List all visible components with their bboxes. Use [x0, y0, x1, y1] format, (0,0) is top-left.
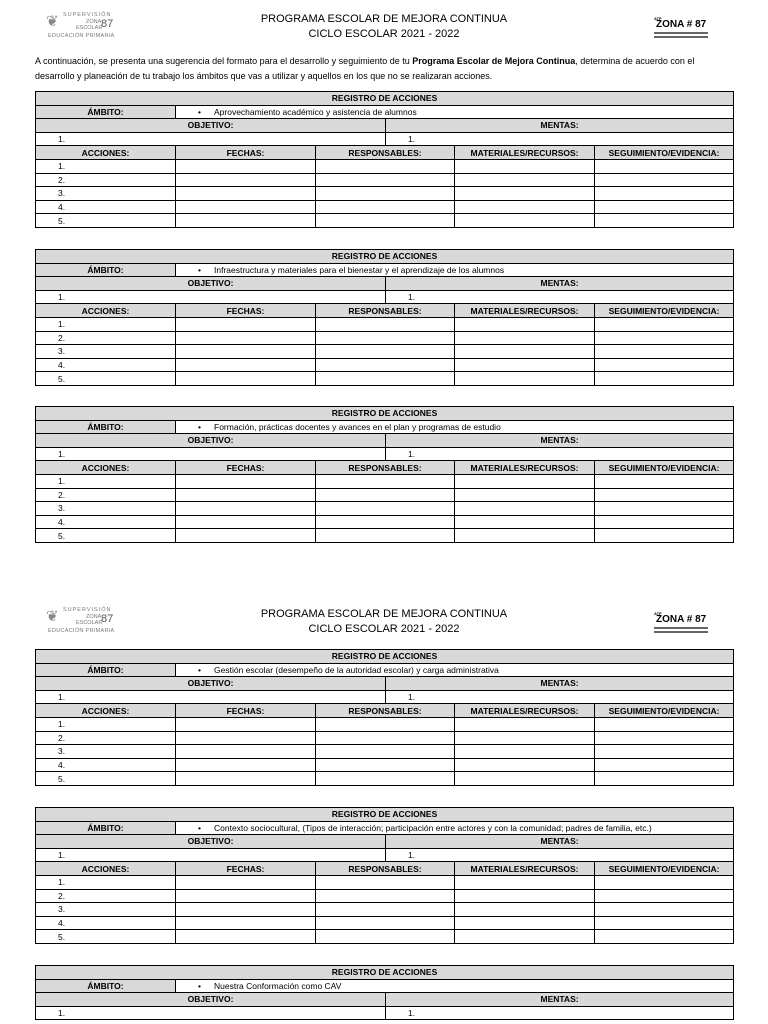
col-header: FECHAS: — [176, 862, 316, 876]
col-header: ACCIONES: — [36, 461, 176, 475]
ambito-value: • Formación, prácticas docentes y avances en el plan y programas de estudio — [176, 420, 734, 434]
objetivo-header: OBJETIVO: — [36, 434, 386, 448]
objetivo-header: OBJETIVO: — [36, 835, 386, 849]
table-row: 2. — [36, 889, 734, 903]
page-title — [0, 607, 768, 637]
logo-text: SUPERVISIÓN — [63, 12, 112, 18]
metas-header: MENTAS: — [386, 993, 734, 1007]
document-title: PROGRAMA ESCOLAR DE MEJORA CONTINUA — [260, 608, 508, 620]
table-row: 1. — [36, 159, 734, 173]
table-row: 5. — [36, 772, 734, 786]
document-subtitle: CICLO ESCOLAR 2021 - 2022 — [308, 623, 460, 635]
col-header: ACCIONES: — [36, 704, 176, 718]
ambito-value: • Aprovechamiento académico y asistencia de alumnos — [176, 105, 734, 119]
table-row: 2. — [36, 173, 734, 187]
col-header: FECHAS: — [176, 704, 316, 718]
col-header: RESPONSABLES: — [316, 146, 455, 160]
col-header: MATERIALES/RECURSOS: — [455, 704, 595, 718]
metas-header: MENTAS: — [386, 119, 734, 133]
col-header: MATERIALES/RECURSOS: — [455, 461, 595, 475]
registro-table — [35, 406, 734, 543]
objetivo-cell[interactable]: 1. — [36, 1006, 386, 1020]
ambito-label: ÁMBITO: — [36, 105, 176, 119]
ambito-label: ÁMBITO: — [36, 263, 176, 277]
objetivo-cell[interactable]: 1. — [36, 690, 386, 704]
page-title — [0, 12, 768, 42]
table-row: 3. — [36, 345, 734, 359]
ambito-label: ÁMBITO: — [36, 821, 176, 835]
table-row: 3. — [36, 187, 734, 201]
col-header: ACCIONES: — [36, 146, 176, 160]
page-header — [0, 12, 768, 52]
col-header: MATERIALES/RECURSOS: — [455, 862, 595, 876]
table-row: 1. — [36, 717, 734, 731]
metas-header: MENTAS: — [386, 434, 734, 448]
col-header: SEGUIMIENTO/EVIDENCIA: — [595, 704, 734, 718]
table-row: 5. — [36, 529, 734, 543]
metas-header: MENTAS: — [386, 835, 734, 849]
logo-number: 87 — [101, 613, 114, 625]
logo-text: ZONA — [86, 19, 102, 25]
metas-header: MENTAS: — [386, 277, 734, 291]
ambito-value: • Nuestra Conformación como CAV — [176, 979, 734, 993]
table-row: 5. — [36, 930, 734, 944]
table-row: 1. — [36, 317, 734, 331]
logo-text: SUPERVISIÓN — [63, 607, 112, 613]
page-header — [0, 607, 768, 647]
col-header: RESPONSABLES: — [316, 704, 455, 718]
metas-cell[interactable]: 1. — [386, 848, 734, 862]
table-title: REGISTRO DE ACCIONES — [36, 650, 734, 664]
col-header: SEGUIMIENTO/EVIDENCIA: — [595, 304, 734, 318]
logo-text: ESCOLAR — [76, 620, 103, 626]
metas-cell[interactable]: 1. — [386, 447, 734, 461]
col-header: ACCIONES: — [36, 304, 176, 318]
registro-table — [35, 91, 734, 228]
badge-bar — [654, 627, 708, 629]
badge-bar — [654, 631, 708, 633]
zona-badge — [654, 16, 710, 40]
document-title: PROGRAMA ESCOLAR DE MEJORA CONTINUA — [260, 13, 508, 25]
table-title: REGISTRO DE ACCIONES — [36, 92, 734, 106]
registro-table — [35, 965, 734, 1020]
table-row: 2. — [36, 731, 734, 745]
badge-text: ZONA # 87 — [656, 19, 707, 30]
ambito-label: ÁMBITO: — [36, 979, 176, 993]
ambito-label: ÁMBITO: — [36, 663, 176, 677]
registro-table — [35, 807, 734, 944]
table-row: 3. — [36, 745, 734, 759]
logo-text: EDUCACIÓN PRIMARIA — [48, 628, 115, 634]
logo-text: ESCOLAR — [76, 25, 103, 31]
table-row: 2. — [36, 488, 734, 502]
col-header: SEGUIMIENTO/EVIDENCIA: — [595, 461, 734, 475]
zona-badge — [654, 611, 710, 635]
metas-cell[interactable]: 1. — [386, 132, 734, 146]
table-row: 4. — [36, 200, 734, 214]
table-row: 5. — [36, 214, 734, 228]
table-title: REGISTRO DE ACCIONES — [36, 407, 734, 421]
badge-text: ZONA # 87 — [656, 614, 707, 625]
col-header: MATERIALES/RECURSOS: — [455, 146, 595, 160]
table-row: 1. — [36, 875, 734, 889]
table-row: 4. — [36, 916, 734, 930]
table-row: 5. — [36, 372, 734, 386]
col-header: FECHAS: — [176, 304, 316, 318]
objetivo-cell[interactable]: 1. — [36, 132, 386, 146]
badge-bar — [654, 36, 708, 38]
logo-text: ZONA — [86, 614, 102, 620]
registro-table — [35, 249, 734, 386]
table-row: 3. — [36, 502, 734, 516]
tree-icon: ❦ — [46, 608, 59, 625]
col-header: ACCIONES: — [36, 862, 176, 876]
table-title: REGISTRO DE ACCIONES — [36, 250, 734, 264]
ambito-label: ÁMBITO: — [36, 420, 176, 434]
table-row: 4. — [36, 358, 734, 372]
metas-cell[interactable]: 1. — [386, 690, 734, 704]
document-subtitle: CICLO ESCOLAR 2021 - 2022 — [308, 28, 460, 40]
intro-paragraph: A continuación, se presenta una sugerencia del formato para el desarrollo y seguimiento de tu Programa Escolar de Mejora Continua, determina de acuerdo con el desarrollo y planeación de tu trabajo los ámbitos que vas a utilizar y aquellos en los que no se realizaran acciones. — [35, 56, 695, 81]
ambito-value: • Infraestructura y materiales para el bienestar y el aprendizaje de los alumnos — [176, 263, 734, 277]
col-header: MATERIALES/RECURSOS: — [455, 304, 595, 318]
logo-number: 87 — [101, 18, 114, 30]
metas-header: MENTAS: — [386, 677, 734, 691]
table-row: 4. — [36, 758, 734, 772]
objetivo-header: OBJETIVO: — [36, 277, 386, 291]
badge-small-text: ATP — [654, 16, 662, 21]
table-row: 3. — [36, 903, 734, 917]
ambito-value: • Contexto sociocultural, (Tipos de interacción; participación entre actores y con la comunidad; padres de familia, etc.) — [176, 821, 734, 835]
objetivo-cell[interactable]: 1. — [36, 447, 386, 461]
table-row: 2. — [36, 331, 734, 345]
col-header: FECHAS: — [176, 146, 316, 160]
metas-cell[interactable]: 1. — [386, 1006, 734, 1020]
metas-cell[interactable]: 1. — [386, 290, 734, 304]
col-header: SEGUIMIENTO/EVIDENCIA: — [595, 146, 734, 160]
table-title: REGISTRO DE ACCIONES — [36, 966, 734, 980]
objetivo-header: OBJETIVO: — [36, 677, 386, 691]
col-header: RESPONSABLES: — [316, 304, 455, 318]
col-header: RESPONSABLES: — [316, 862, 455, 876]
objetivo-header: OBJETIVO: — [36, 993, 386, 1007]
table-row: 1. — [36, 474, 734, 488]
objetivo-header: OBJETIVO: — [36, 119, 386, 133]
ambito-value: • Gestión escolar (desempeño de la autoridad escolar) y carga administrativa — [176, 663, 734, 677]
tree-icon: ❦ — [46, 13, 59, 30]
logo-text: EDUCACIÓN PRIMARIA — [48, 33, 115, 39]
table-title: REGISTRO DE ACCIONES — [36, 808, 734, 822]
objetivo-cell[interactable]: 1. — [36, 290, 386, 304]
badge-bar — [654, 32, 708, 34]
objetivo-cell[interactable]: 1. — [36, 848, 386, 862]
col-header: RESPONSABLES: — [316, 461, 455, 475]
col-header: FECHAS: — [176, 461, 316, 475]
badge-small-text: ATP — [654, 611, 662, 616]
col-header: SEGUIMIENTO/EVIDENCIA: — [595, 862, 734, 876]
table-row: 4. — [36, 515, 734, 529]
registro-table — [35, 649, 734, 786]
